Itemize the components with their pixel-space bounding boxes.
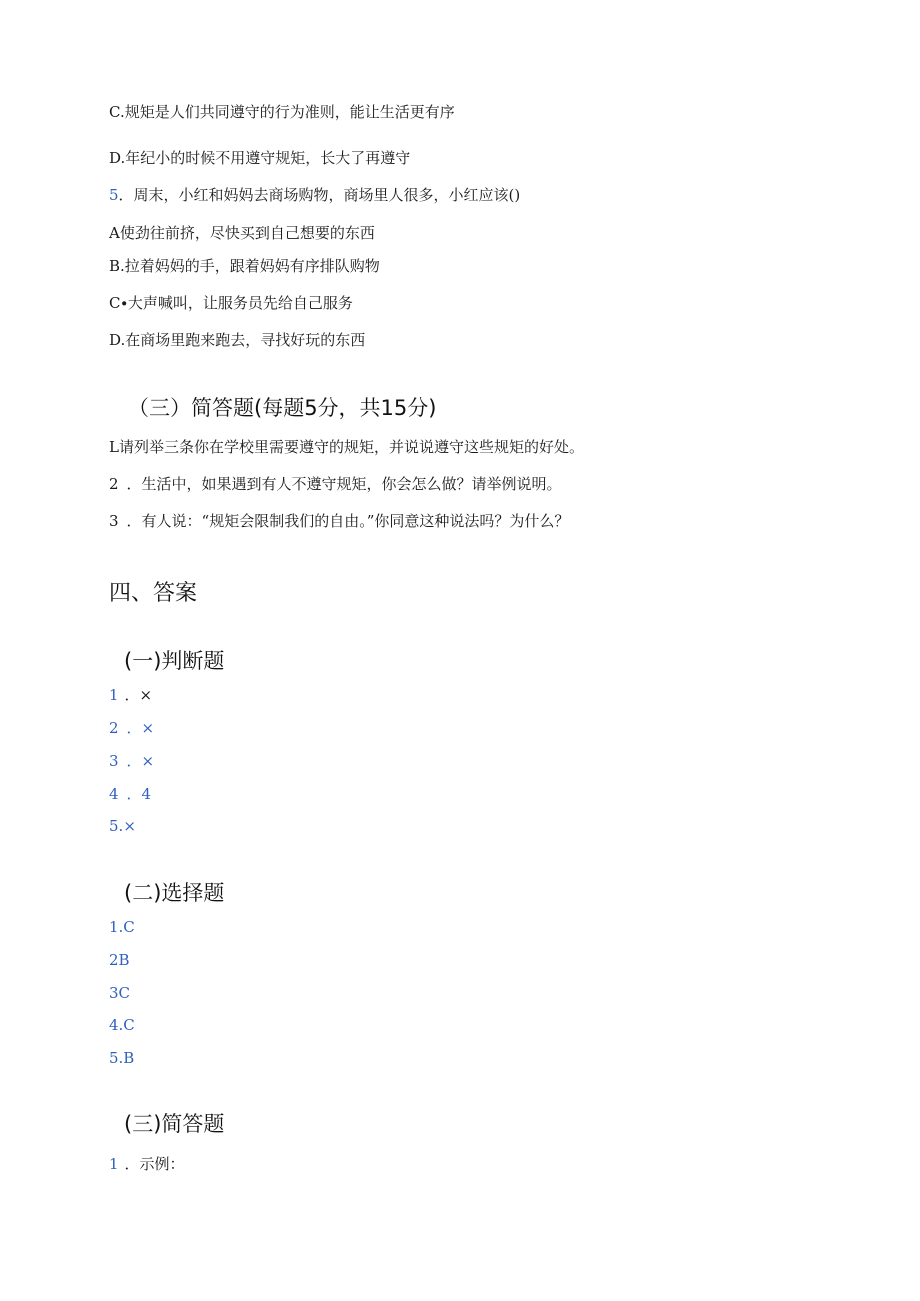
- short-answer-title: (三)简答题: [124, 1112, 225, 1136]
- judge-answer-3-number: 3: [109, 752, 119, 770]
- answers-title: 四、答案: [109, 581, 198, 606]
- choice-answer-2: 2B: [109, 951, 130, 969]
- judge-answer-2-text: ．×: [126, 719, 155, 737]
- q4-option-c: C.规矩是人们共同遵守的行为准则，能让生活更有序: [109, 103, 455, 121]
- short-question-2: [109, 474, 562, 494]
- judge-answer-3-text: ．×: [126, 752, 155, 770]
- short-answer-1-text: ．示例：: [124, 1155, 185, 1173]
- judge-title: (一)判断题: [124, 649, 225, 673]
- short-question-3-number: 3: [109, 512, 119, 530]
- q5-option-a: A使劲往前挤，尽快买到自己想要的东西: [109, 224, 375, 242]
- q5-option-c: C∙大声喊叫，让服务员先给自己服务: [109, 294, 353, 312]
- short-question-1-text: L请列举三条你在学校里需要遵守的规矩，并说说遵守这些规矩的好处。: [109, 438, 584, 456]
- short-question-2-number: 2: [109, 475, 119, 493]
- judge-answer-4: [109, 784, 151, 804]
- judge-answer-2-number: 2: [109, 719, 119, 737]
- short-question-3-text: ．有人说：“规矩会限制我们的自由。”你同意这种说法吗？为什么？: [126, 512, 570, 530]
- q5-number: 5: [109, 186, 119, 204]
- short-answer-1: [109, 1154, 185, 1174]
- choice-answer-3: 3C: [109, 984, 131, 1002]
- judge-answer-5-text: .×: [118, 817, 136, 835]
- q5-option-b: B.拉着妈妈的手，跟着妈妈有序排队购物: [109, 257, 380, 275]
- choice-title: (二)选择题: [124, 881, 225, 905]
- judge-answer-2: [109, 718, 154, 738]
- q5-text: ．周末，小红和妈妈去商场购物，商场里人很多，小红应该(): [118, 186, 521, 204]
- judge-answer-3: [109, 751, 154, 771]
- judge-answer-1: [109, 685, 152, 705]
- choice-answer-1: 1.C: [109, 918, 135, 936]
- judge-answer-1-number: 1: [109, 686, 119, 704]
- judge-answer-4-text: ．4: [126, 785, 152, 803]
- q5-option-d: D.在商场里跑来跑去，寻找好玩的东西: [109, 331, 366, 349]
- q5-stem: [109, 185, 520, 205]
- q4-option-d: D.年纪小的时候不用遵守规矩，长大了再遵守: [109, 149, 411, 167]
- short-answer-1-number: 1: [109, 1155, 119, 1173]
- judge-answer-1-text: ．×: [124, 686, 153, 704]
- judge-answer-4-number: 4: [109, 785, 119, 803]
- short-question-1: [109, 437, 584, 457]
- short-question-2-text: ．生活中，如果遇到有人不遵守规矩，你会怎么做？请举例说明。: [126, 475, 562, 493]
- short-question-3: [109, 511, 569, 531]
- judge-answer-5-number: 5: [109, 817, 119, 835]
- section3-title: （三）简答题(每题5分，共15分): [128, 396, 437, 420]
- choice-answer-5: 5.B: [109, 1049, 135, 1067]
- choice-answer-4: 4.C: [109, 1016, 135, 1034]
- judge-answer-5: [109, 816, 136, 836]
